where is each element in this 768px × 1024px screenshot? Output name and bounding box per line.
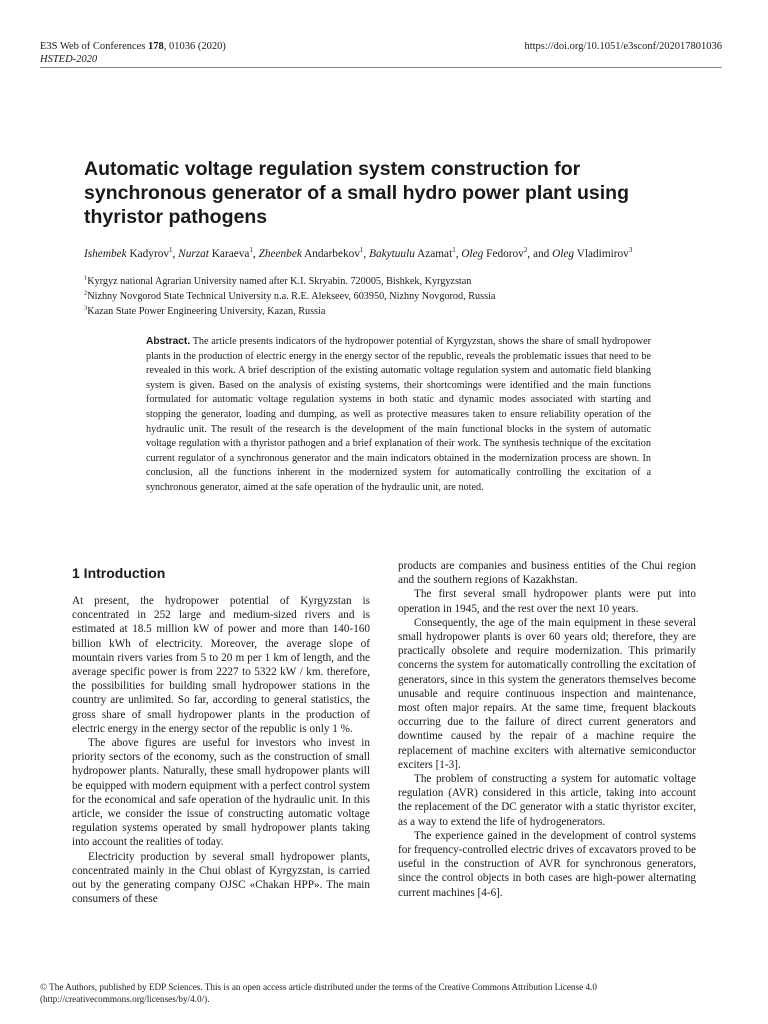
author-given-name: Zheenbek: [258, 248, 302, 260]
author-list: [84, 247, 724, 261]
affiliation-text: Nizhny Novgorod State Technical University n.a. R.E. Alekseev, 603950, Nizhny Novgorod, Russia: [87, 291, 496, 302]
author-given-name: Bakytuulu: [369, 248, 415, 260]
author-separator: , and: [527, 248, 553, 260]
author-family-name: Azamat: [417, 248, 453, 260]
affiliation-text: Kazan State Power Engineering University, Kazan, Russia: [87, 306, 326, 317]
author-given-name: Oleg: [461, 248, 484, 260]
abstract-label: Abstract.: [146, 336, 191, 347]
author-affiliation-mark: 1: [249, 246, 253, 255]
abstract: [146, 335, 651, 496]
body-paragraph: The problem of constructing a system for automatic voltage regulation (AVR) considered in this article, taking into account the replacement of the DC generator with a static thyristor exciter, as a way to extend the life of hydrogenerators.: [398, 773, 696, 828]
body-paragraph: products are companies and business entities of the Chui region and the southern regions of Kazakhstan.: [398, 560, 696, 587]
right-column: [398, 559, 696, 900]
body-paragraph: The above figures are useful for investors who invest in priority sectors of the economy, such as the construction of small hydropower plants. Naturally, these small hydropower plants will be equipped with modern equipment with a perfect control system for the economical and safe operation of the hydraulic unit. In this article, we consider the issue of constructing automatic voltage regulation systems operated by small hydropower plants taking into account the realities of today.: [72, 737, 370, 849]
author-affiliation-mark: 1: [452, 246, 456, 255]
doi-link[interactable]: https://doi.org/10.1051/e3sconf/202017801036: [524, 41, 722, 52]
author-separator: ,: [455, 248, 462, 260]
body-paragraph: The first several small hydropower plants were put into operation in 1945, and the rest over the next 10 years.: [398, 588, 696, 615]
author-affiliation-mark: 1: [169, 246, 173, 255]
affiliation-number: 2: [84, 289, 88, 297]
body-paragraph: Electricity production by several small hydropower plants, concentrated mainly in the Chui oblast of Kyrgyzstan, is carried out by the generating company OJSC «Chakan HPP». The main consumers of these: [72, 850, 370, 906]
affiliation-number: 3: [84, 304, 88, 312]
body-paragraph: At present, the hydropower potential of Kyrgyzstan is concentrated in 252 large and medium-sized rivers and is estimated at 18.5 million kW of power and more than 140-160 billion kWh of electricity. Moreover, the average slope of mountain rivers varies from 5 to 20 m per 1 km of length, and the average specific power is from 2227 to 5322 kW / km. therefore, the possibilities for building small hydropower stations in the country are unlimited. So far, according to general statistics, the gross share of small hydropower plants in the production of electric energy in the energy sector of the republic is only 1 %.: [72, 595, 370, 735]
author-given-name: Ishembek: [84, 248, 127, 260]
paper-title: Automatic voltage regulation system construction for synchronous generator of a small hydro power plant using thyristor pathogens: [84, 158, 630, 228]
author: [552, 248, 632, 260]
author-family-name: Karaeva: [211, 248, 250, 260]
journal-name: E3S Web of Conferences: [40, 41, 149, 52]
body-paragraph: Consequently, the age of the main equipment in these several small hydropower plants is over 60 years old; therefore, they are practically obsolete and require modernization. This primarily concerns the system for automatically controlling the excitation of generators, since in this system the generators themselves become unusable and require continuous inspection and maintenance, most often major repairs. At the same time, frequent blackouts occurring due to the failure of direct current generators and downtime caused by the repair of a machine require the replacement of machine exciters with alternative semiconductor exciters [1-3].: [398, 616, 696, 771]
body-paragraph: The experience gained in the development of control systems for frequency-controlled electric drives of excavators proved to be useful in the construction of AVR for synchronous generators, since the control objects in both cases are high-power alternating current machines [4-6].: [398, 829, 696, 899]
conference-name: HSTED-2020: [40, 54, 98, 65]
author: [461, 248, 527, 260]
author-family-name: Kadyrov: [129, 248, 170, 260]
running-header: [40, 40, 226, 66]
author-family-name: Fedorov: [486, 248, 524, 260]
abstract-text: The article presents indicators of the hydropower potential of Kyrgyzstan, shows the share of small hydropower plants in the production of electric energy in the energy sector of the republic, reveals the problematic issues that need to be revealed in this work. A brief description of the existing automatic voltage regulation system and automatic field blanking system is given. Based on the analysis of existing systems, their shortcomings were identified and the main functions formulated for automatic voltage regulation systems in both static and dynamic modes associated with starting and stopping the generator, loading and dumping, as well as protective measures taken to ensure reliability operation of the hydraulic unit. The result of the research is the development of the main functional blocks in the system of automatic voltage regulation with a thyristor pathogen and a brief explanation of their work. The synthesis technique of the excitation current regulator of a synchronous generator and the main indicators obtained in the modernization process are shown. In conclusion, all the functions inherent in the modernized system for automatically controlling the excitation of a synchronous generator, aimed at the safe operation of the hydraulic unit, are noted.: [146, 336, 651, 493]
journal-citation: [40, 40, 226, 53]
author-family-name: Andarbekov: [304, 248, 360, 260]
left-column: [72, 560, 370, 906]
header-divider: [40, 67, 722, 68]
affiliation-number: 1: [84, 274, 88, 282]
affiliation-text: Kyrgyz national Agrarian University named after K.I. Skryabin. 720005, Bishkek, Kyrgyzstan: [87, 276, 472, 287]
author-given-name: Oleg: [552, 248, 575, 260]
author: [178, 248, 253, 260]
license-footer: © The Authors, published by EDP Sciences. This is an open access article distributed under the terms of the Creative Commons Attribution License 4.0 (http://creativecommons.org/licenses/by/4.0/).: [40, 982, 597, 1004]
author-separator: ,: [172, 248, 179, 260]
author-given-name: Nurzat: [178, 248, 209, 260]
affiliation: [84, 274, 495, 289]
affiliation-list: [84, 274, 495, 319]
author-family-name: Vladimirov: [576, 248, 629, 260]
journal-volume: 178: [148, 41, 164, 52]
author: [84, 248, 173, 260]
author-separator: ,: [252, 248, 259, 260]
affiliation: [84, 289, 495, 304]
affiliation: [84, 304, 495, 319]
author-affiliation-mark: 1: [359, 246, 364, 255]
article-number: , 01036 (2020): [163, 41, 226, 52]
author-affiliation-mark: 2: [523, 246, 528, 255]
section-heading: 1 Introduction: [72, 565, 166, 581]
author-affiliation-mark: 3: [628, 246, 633, 255]
author: [259, 248, 364, 260]
author: [369, 248, 456, 260]
author-separator: ,: [363, 248, 370, 260]
